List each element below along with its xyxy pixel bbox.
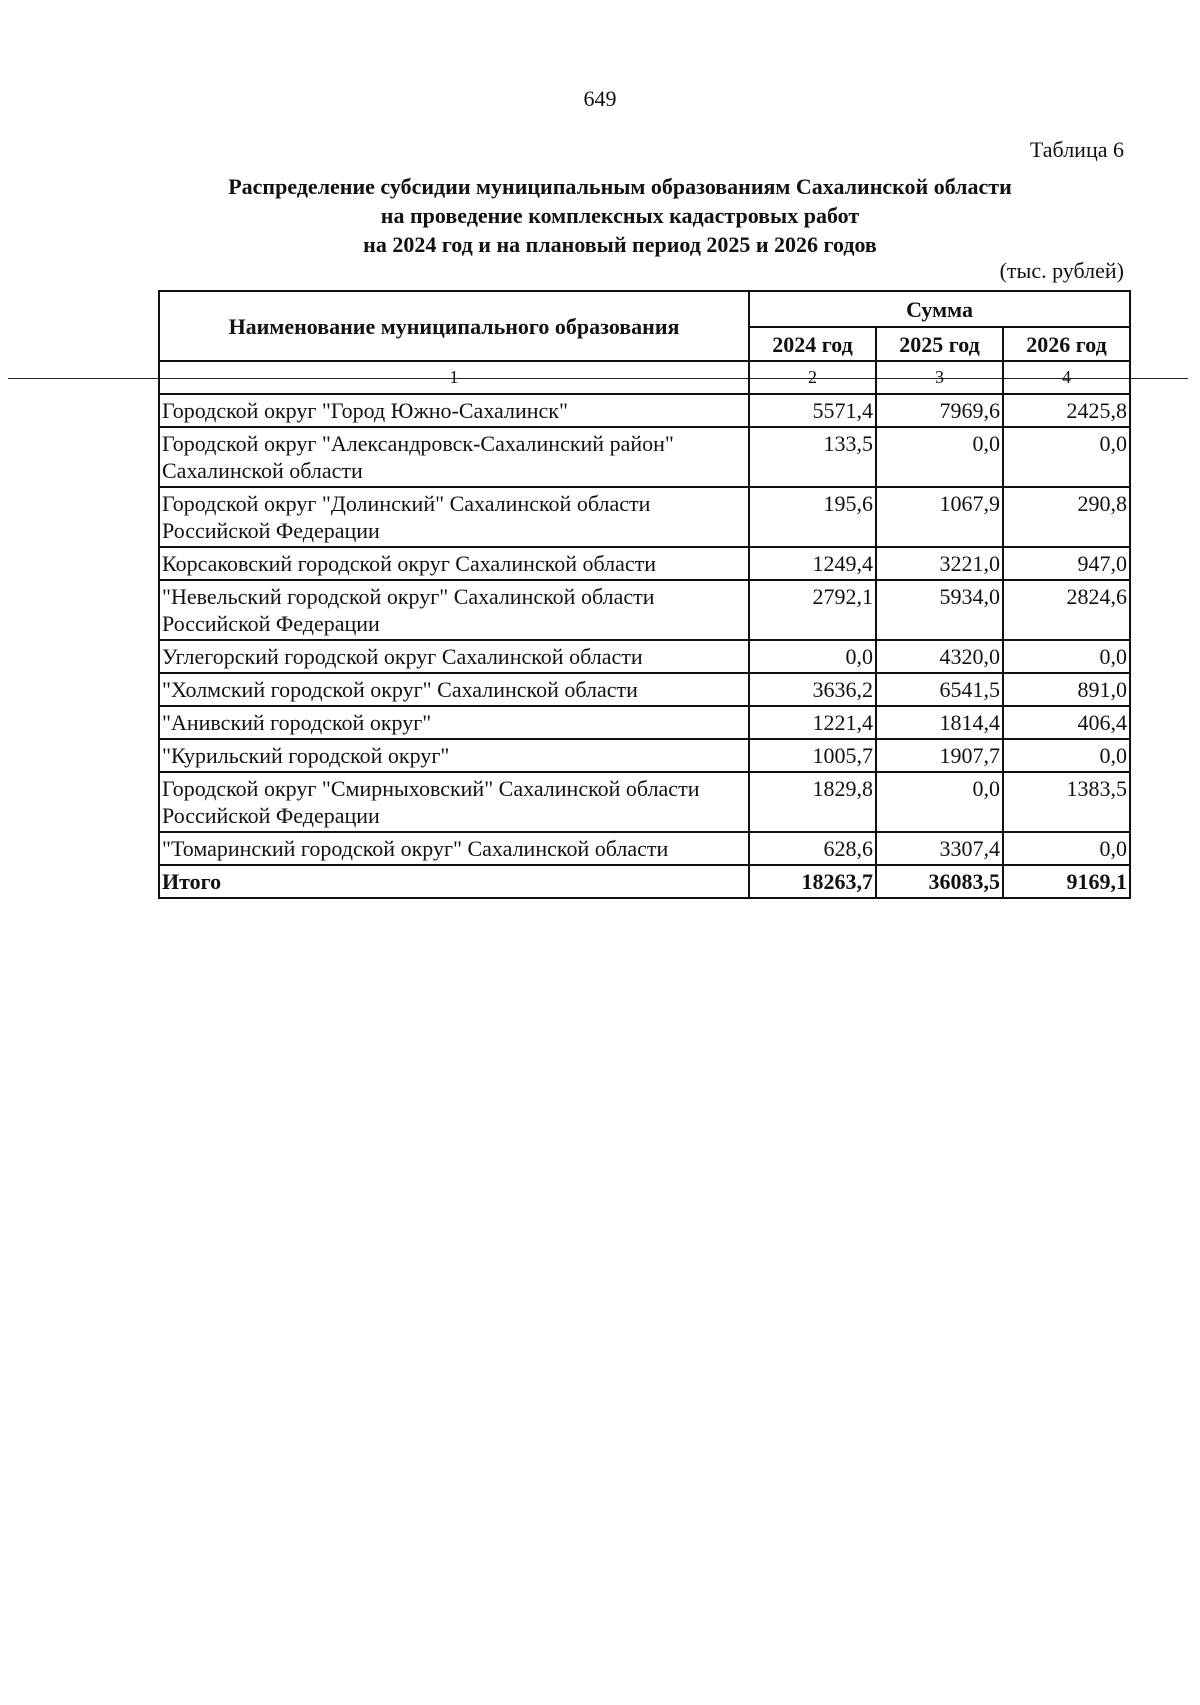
table-row — [159, 547, 1130, 580]
total-2024: 18263,7 — [749, 865, 876, 898]
table-total-row — [159, 865, 1130, 898]
value-2026: 2824,6 — [1003, 580, 1130, 640]
document-title — [160, 172, 1080, 259]
municipality-name: Корсаковский городской округ Сахалинской области — [159, 547, 749, 580]
value-2025: 4320,0 — [876, 640, 1003, 673]
value-2024: 2792,1 — [749, 580, 876, 640]
column-number: 3 — [876, 361, 1003, 394]
table-row — [159, 580, 1130, 640]
column-number: 2 — [749, 361, 876, 394]
column-number: 1 — [159, 361, 749, 394]
table-row — [159, 772, 1130, 832]
table-row — [159, 427, 1130, 487]
value-2026: 2425,8 — [1003, 394, 1130, 427]
value-2024: 3636,2 — [749, 673, 876, 706]
value-2024: 195,6 — [749, 487, 876, 547]
value-2024: 133,5 — [749, 427, 876, 487]
value-2025: 1067,9 — [876, 487, 1003, 547]
value-2024: 1249,4 — [749, 547, 876, 580]
value-2024: 5571,4 — [749, 394, 876, 427]
value-2025: 5934,0 — [876, 580, 1003, 640]
table-header-row — [159, 291, 1130, 327]
header-year-2024: 2024 год — [749, 327, 876, 361]
municipality-name: "Невельский городской округ" Сахалинской области Российской Федерации — [159, 580, 749, 640]
municipality-name: "Курильский городской округ" — [159, 739, 749, 772]
value-2026: 0,0 — [1003, 739, 1130, 772]
value-2026: 406,4 — [1003, 706, 1130, 739]
value-2025: 1814,4 — [876, 706, 1003, 739]
municipality-name: Городской округ "Город Южно-Сахалинск" — [159, 394, 749, 427]
units-label: (тыс. рублей) — [999, 258, 1124, 283]
table-row — [159, 673, 1130, 706]
value-2026: 0,0 — [1003, 427, 1130, 487]
header-year-2025: 2025 год — [876, 327, 1003, 361]
value-2026: 947,0 — [1003, 547, 1130, 580]
value-2026: 891,0 — [1003, 673, 1130, 706]
header-year-2026: 2026 год — [1003, 327, 1130, 361]
table-row — [159, 394, 1130, 427]
column-number-row — [159, 361, 1130, 394]
value-2025: 0,0 — [876, 772, 1003, 832]
table-row — [159, 487, 1130, 547]
value-2024: 1221,4 — [749, 706, 876, 739]
municipality-name: "Холмский городской округ" Сахалинской области — [159, 673, 749, 706]
header-name: Наименование муниципального образования — [159, 291, 749, 361]
header-sum: Сумма — [749, 291, 1130, 327]
municipality-name: "Анивский городской округ" — [159, 706, 749, 739]
column-number: 4 — [1003, 361, 1130, 394]
total-2025: 36083,5 — [876, 865, 1003, 898]
title-line-3: на 2024 год и на плановый период 2025 и 2026 годов — [363, 232, 877, 257]
value-2024: 1005,7 — [749, 739, 876, 772]
value-2025: 0,0 — [876, 427, 1003, 487]
table-row — [159, 832, 1130, 865]
table-row — [159, 739, 1130, 772]
municipality-name: "Томаринский городской округ" Сахалинской области — [159, 832, 749, 865]
value-2026: 290,8 — [1003, 487, 1130, 547]
table-label: Таблица 6 — [1029, 137, 1124, 162]
value-2025: 3307,4 — [876, 832, 1003, 865]
municipality-name: Городской округ "Александровск-Сахалинский район" Сахалинской области — [159, 427, 749, 487]
table-row — [159, 706, 1130, 739]
total-label: Итого — [159, 865, 749, 898]
municipality-name: Городской округ "Смирныховский" Сахалинской области Российской Федерации — [159, 772, 749, 832]
title-line-1: Распределение субсидии муниципальным образованиям Сахалинской области — [228, 174, 1012, 199]
value-2024: 0,0 — [749, 640, 876, 673]
value-2025: 7969,6 — [876, 394, 1003, 427]
value-2026: 0,0 — [1003, 832, 1130, 865]
value-2025: 6541,5 — [876, 673, 1003, 706]
value-2024: 628,6 — [749, 832, 876, 865]
municipality-name: Углегорский городской округ Сахалинской области — [159, 640, 749, 673]
value-2025: 3221,0 — [876, 547, 1003, 580]
municipality-name: Городской округ "Долинский" Сахалинской области Российской Федерации — [159, 487, 749, 547]
value-2025: 1907,7 — [876, 739, 1003, 772]
subsidy-table — [158, 290, 1131, 899]
total-2026: 9169,1 — [1003, 865, 1130, 898]
value-2026: 0,0 — [1003, 640, 1130, 673]
value-2024: 1829,8 — [749, 772, 876, 832]
title-line-2: на проведение комплексных кадастровых работ — [380, 203, 860, 228]
table-row — [159, 640, 1130, 673]
value-2026: 1383,5 — [1003, 772, 1130, 832]
page-number: 649 — [583, 86, 617, 111]
